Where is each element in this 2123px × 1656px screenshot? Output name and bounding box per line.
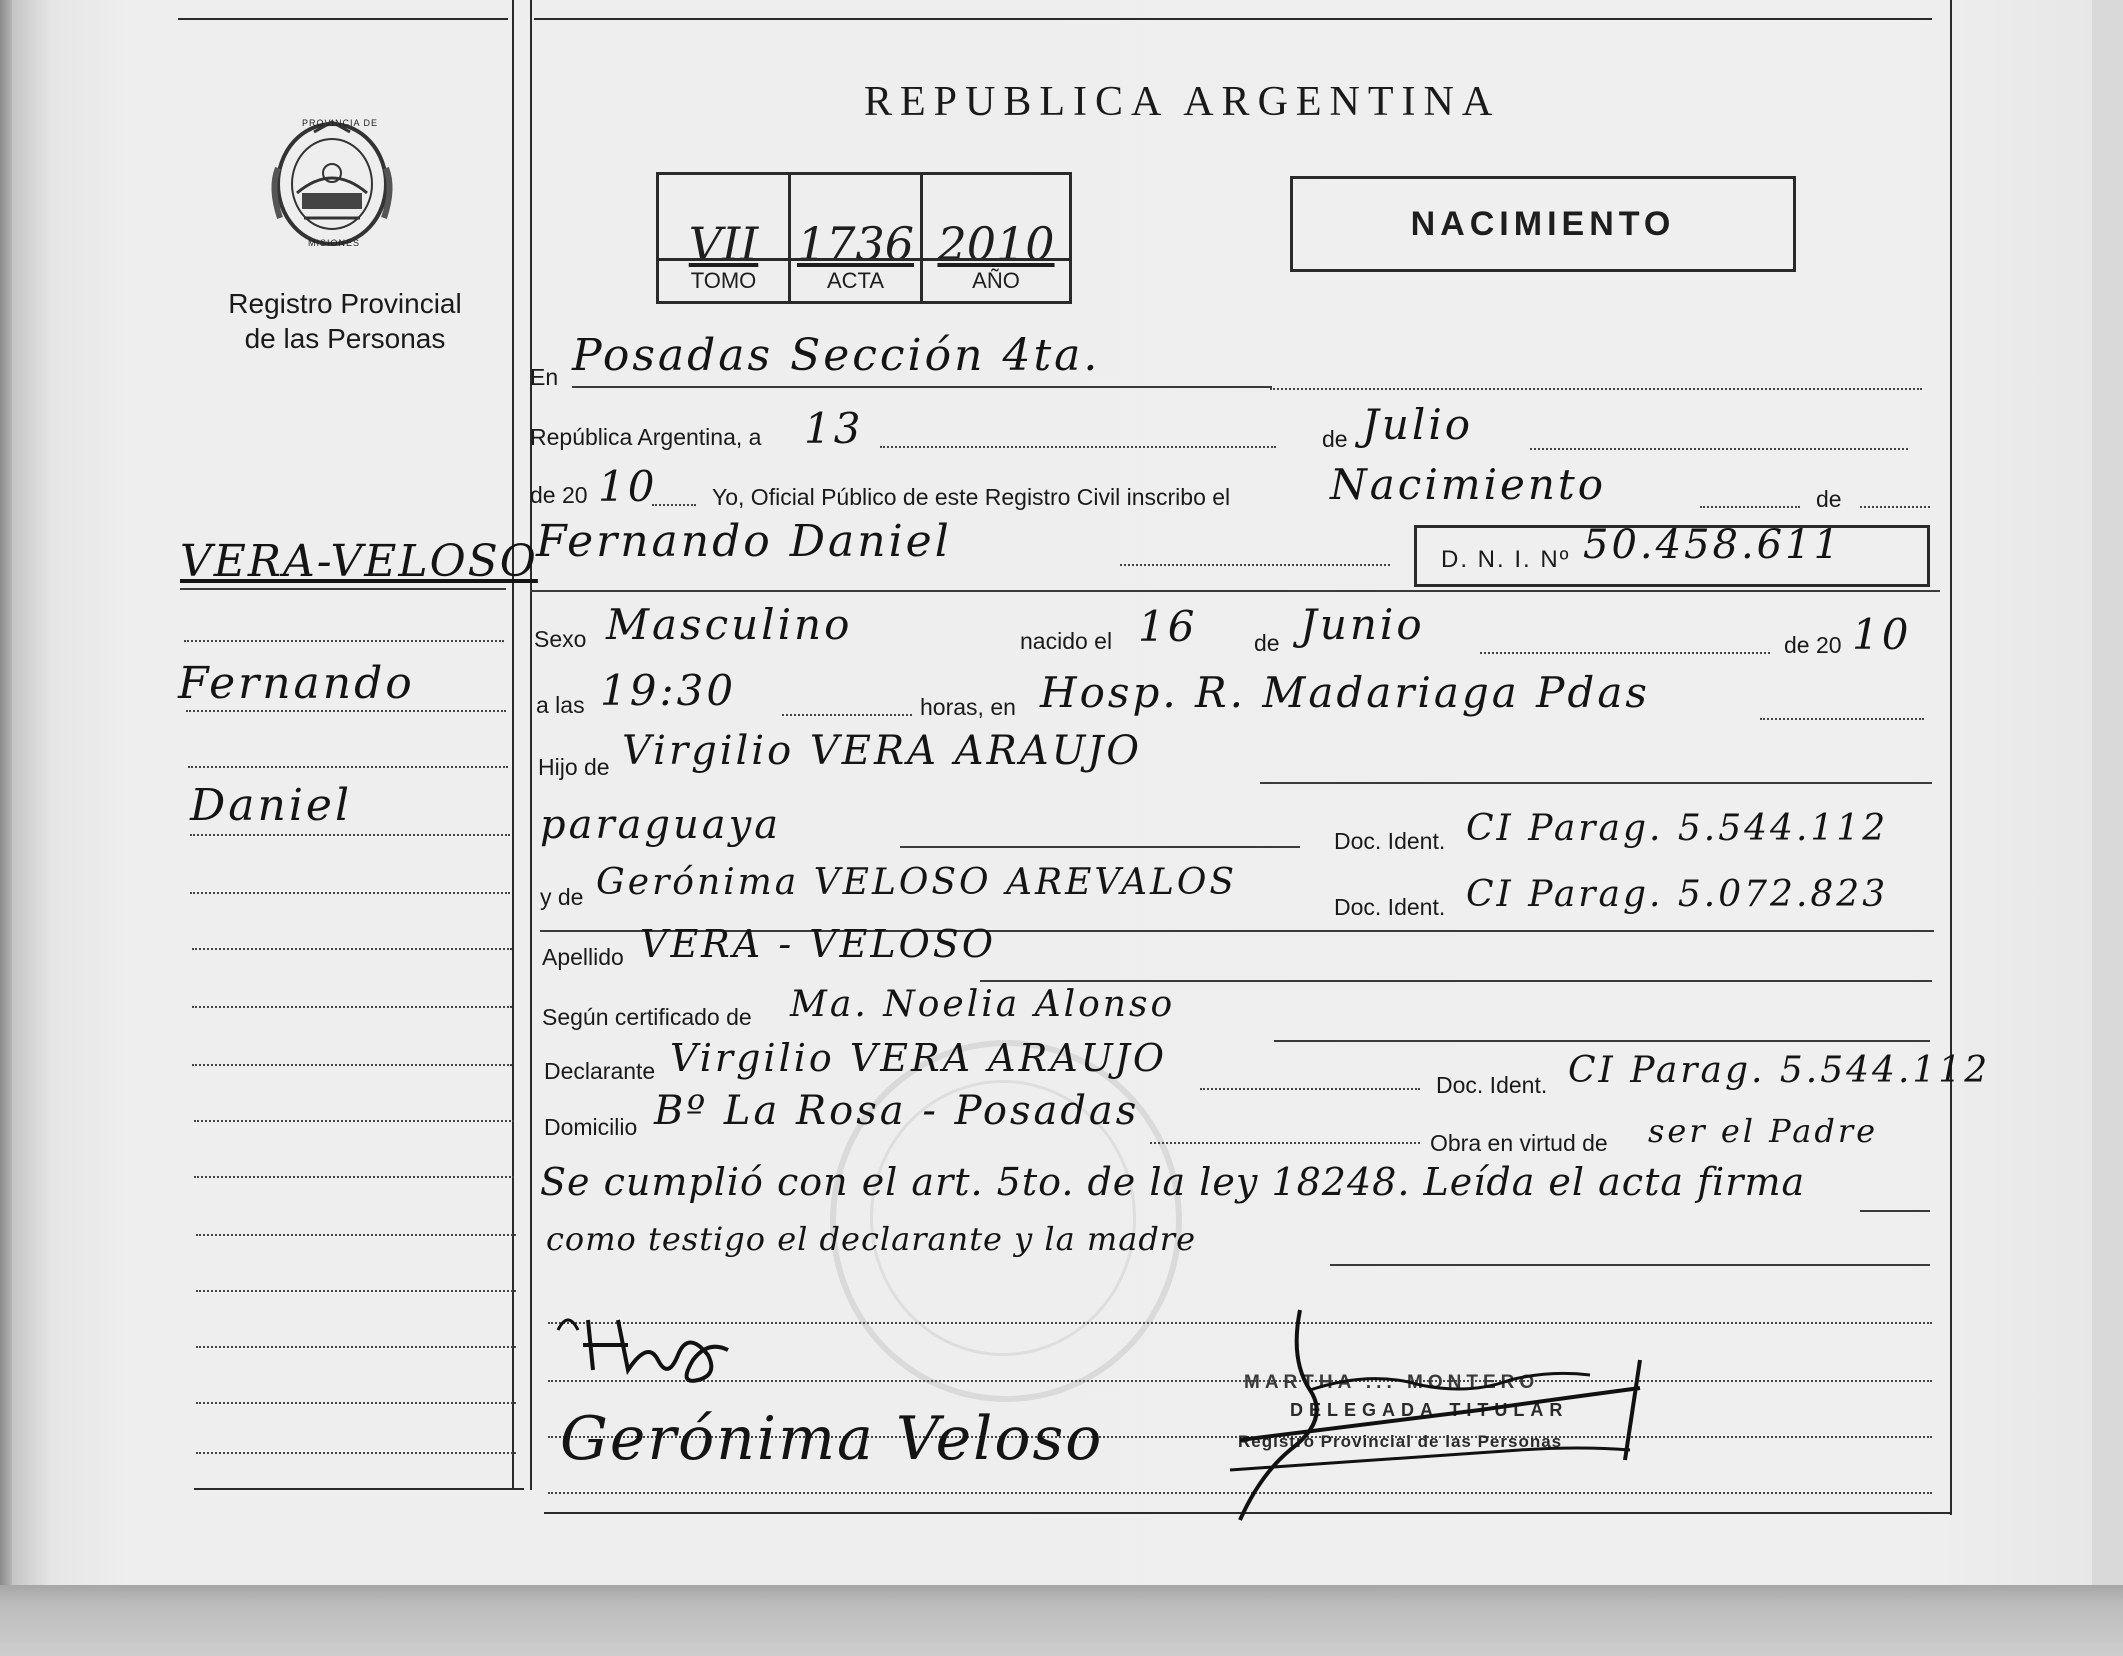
apellido-value: VERA - VELOSO bbox=[640, 922, 996, 966]
registry-name bbox=[200, 286, 490, 356]
dotted-line bbox=[782, 714, 912, 716]
margin-dotted-line bbox=[196, 1290, 516, 1292]
dni-value: 50.458.611 bbox=[1583, 522, 1843, 568]
act-type-box: NACIMIENTO bbox=[1290, 176, 1796, 272]
signature-father-icon bbox=[548, 1300, 768, 1405]
nationality-underline bbox=[900, 846, 1300, 848]
name-value: Fernando Daniel bbox=[536, 516, 952, 567]
birth-day-value: 16 bbox=[1138, 602, 1198, 651]
margin-dotted-line bbox=[194, 1176, 514, 1178]
note-line-2: como testigo el declarante y la madre bbox=[546, 1220, 1197, 1258]
place-value: Posadas Sección 4ta. bbox=[572, 330, 1101, 381]
de20-label-2: de 20 bbox=[1784, 632, 1842, 658]
margin-dotted-line bbox=[196, 1452, 516, 1454]
apellido-label: Apellido bbox=[542, 944, 624, 970]
signature-mother: Gerónima Veloso bbox=[560, 1404, 1104, 1474]
registry-table bbox=[656, 172, 1072, 304]
margin-dotted-line bbox=[188, 766, 508, 768]
note-line-1: Se cumplió con el art. 5to. de la ley 18248. Leída el acta firma bbox=[540, 1160, 1806, 1204]
dni-box bbox=[1414, 522, 1930, 587]
birth-month-value: Junio bbox=[1300, 600, 1425, 649]
official-name: MARTHA ... MONTERO bbox=[1244, 1372, 1540, 1393]
horas-label: horas, en bbox=[920, 694, 1016, 720]
dotted-line bbox=[1480, 652, 1770, 654]
tomo-label: TOMO bbox=[659, 258, 788, 301]
provincial-seal-icon bbox=[262, 108, 402, 258]
margin-divider-left bbox=[512, 0, 514, 1490]
en-label: En bbox=[530, 364, 559, 390]
dotted-line bbox=[652, 504, 696, 506]
section-rule bbox=[530, 590, 1940, 592]
obra-label: Obra en virtud de bbox=[1430, 1130, 1608, 1156]
margin-name1: Fernando bbox=[178, 658, 415, 709]
sexo-label: Sexo bbox=[534, 626, 587, 652]
dotted-line bbox=[1270, 388, 1922, 390]
de-label: de bbox=[1322, 426, 1348, 452]
yo-label: Yo, Oficial Público de este Registro Civil inscribo el bbox=[712, 484, 1231, 510]
yde-label: y de bbox=[540, 884, 584, 910]
official-org: Registro Provincial de las Personas bbox=[1238, 1432, 1563, 1451]
dotted-line bbox=[1150, 1142, 1420, 1144]
dotted-line bbox=[1200, 1088, 1420, 1090]
alas-label: a las bbox=[536, 692, 585, 718]
domicilio-value: Bº La Rosa - Posadas bbox=[654, 1088, 1140, 1134]
country-title: REPUBLICA ARGENTINA bbox=[864, 79, 1501, 125]
dotted-line bbox=[880, 446, 1276, 448]
year-suffix-value: 10 bbox=[598, 462, 658, 511]
form-right-border bbox=[1950, 0, 1952, 1515]
de20-label: de 20 bbox=[530, 482, 588, 508]
mother-doc-value: CI Parag. 5.072.823 bbox=[1466, 874, 1889, 915]
margin-surname: VERA-VELOSO bbox=[180, 536, 538, 587]
margin-line bbox=[180, 588, 506, 590]
month-value: Julio bbox=[1362, 400, 1474, 449]
declarante-label: Declarante bbox=[544, 1058, 656, 1084]
note-underline bbox=[1330, 1264, 1930, 1266]
de-label-3: de bbox=[1254, 630, 1280, 656]
signature-official-icon bbox=[1220, 1300, 1660, 1545]
margin-divider-right bbox=[530, 0, 532, 1490]
margin-dotted-line bbox=[190, 892, 510, 894]
margin-dotted-line bbox=[190, 834, 510, 836]
anio-value: 2010 bbox=[937, 217, 1055, 271]
dotted-line bbox=[1120, 564, 1390, 566]
birth-year-suffix-value: 10 bbox=[1852, 610, 1912, 659]
dotted-line bbox=[1700, 506, 1800, 508]
mother-value: Gerónima VELOSO AREVALOS bbox=[596, 862, 1238, 903]
anio-cell bbox=[923, 175, 1069, 301]
seal-text-top: PROVINCIA DE bbox=[302, 118, 379, 128]
official-title: DELEGADA TITULAR bbox=[1290, 1400, 1569, 1420]
birth-place-value: Hosp. R. Madariaga Pdas bbox=[1040, 668, 1650, 717]
doc-label-1: Doc. Ident. bbox=[1334, 828, 1446, 854]
time-value: 19:30 bbox=[600, 666, 737, 715]
margin-dotted-line bbox=[194, 1120, 514, 1122]
nacido-label: nacido el bbox=[1020, 628, 1113, 654]
declarante-doc-value: CI Parag. 5.544.112 bbox=[1568, 1050, 1991, 1091]
father-nationality-value: paraguaya bbox=[540, 802, 782, 848]
margin-dotted-line bbox=[192, 1006, 512, 1008]
acta-cell bbox=[791, 175, 923, 301]
day-value: 13 bbox=[804, 404, 864, 453]
doc-label-2: Doc. Ident. bbox=[1334, 894, 1446, 920]
apellido-underline bbox=[980, 980, 1932, 982]
top-rule-left bbox=[178, 18, 508, 20]
acta-value: 1736 bbox=[796, 217, 915, 271]
margin-dotted-line bbox=[196, 1402, 516, 1404]
margin-dotted-line bbox=[186, 710, 506, 712]
registry-name-line2: de las Personas bbox=[244, 323, 446, 354]
hijo-label: Hijo de bbox=[538, 754, 610, 780]
doc-label-3: Doc. Ident. bbox=[1436, 1072, 1548, 1098]
dotted-line bbox=[1760, 718, 1924, 720]
father-underline bbox=[1260, 782, 1932, 784]
republica-label: República Argentina, a bbox=[530, 424, 762, 450]
margin-bottom-rule bbox=[194, 1488, 524, 1490]
tomo-value: VII bbox=[688, 217, 759, 271]
father-doc-value: CI Parag. 5.544.112 bbox=[1466, 808, 1889, 849]
father-value: Virgilio VERA ARAUJO bbox=[622, 728, 1143, 774]
inscribe-value: Nacimiento bbox=[1330, 460, 1607, 509]
de-label-2: de bbox=[1816, 486, 1842, 512]
obra-value: ser el Padre bbox=[1648, 1112, 1879, 1150]
tomo-cell bbox=[659, 175, 791, 301]
certificado-underline bbox=[1274, 1040, 1930, 1042]
dotted-line bbox=[1530, 448, 1908, 450]
margin-dotted-line bbox=[184, 640, 504, 642]
acta-label: ACTA bbox=[791, 258, 920, 301]
page-bottom-edge bbox=[0, 1585, 2123, 1656]
note-underline bbox=[1860, 1210, 1930, 1212]
margin-dotted-line bbox=[196, 1346, 516, 1348]
margin-dotted-line bbox=[192, 1064, 512, 1066]
domicilio-label: Domicilio bbox=[544, 1114, 638, 1140]
certificado-value: Ma. Noelia Alonso bbox=[790, 984, 1176, 1025]
segun-label: Según certificado de bbox=[542, 1004, 752, 1030]
top-rule-right bbox=[534, 18, 1932, 20]
place-underline bbox=[572, 386, 1272, 388]
dotted-line bbox=[1860, 506, 1930, 508]
anio-label: AÑO bbox=[923, 258, 1069, 301]
declarante-value: Virgilio VERA ARAUJO bbox=[670, 1036, 1168, 1080]
sexo-value: Masculino bbox=[606, 600, 853, 649]
dni-label: D. N. I. Nº bbox=[1441, 546, 1571, 573]
margin-dotted-line bbox=[192, 948, 512, 950]
registry-name-line1: Registro Provincial bbox=[228, 288, 462, 319]
seal-text-bottom: MISIONES bbox=[308, 238, 361, 248]
margin-name2: Daniel bbox=[190, 780, 353, 831]
margin-dotted-line bbox=[196, 1234, 516, 1236]
